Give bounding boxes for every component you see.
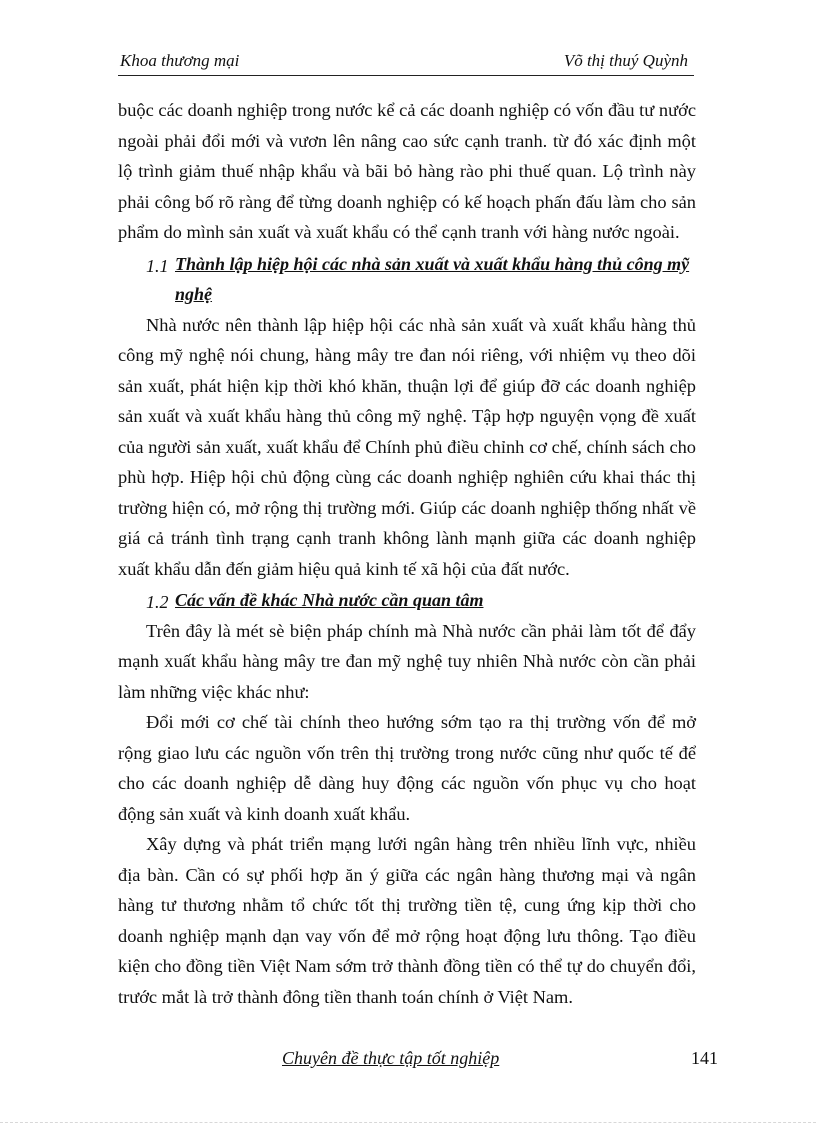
document-body xyxy=(118,95,696,1012)
paragraph-section-1-2-c: Xây dựng và phát triển mạng lưới ngân hàng trên nhiều lĩnh vực, nhiều địa bàn. Cần có sự phối hợp ăn ý giữa các ngân hàng thương mại và ngân hàng tư thương nhằm tổ chức tốt thị trường tiền tệ, cung ứng kịp thời cho doanh nghiệp mạnh dạn vay vốn để mở rộng hoạt động lưu thông. Tạo điều kiện cho đồng tiền Việt Nam sớm trở thành đồng tiền có thể tự do chuyển đổi, trước mắt là trở thành đông tiền thanh toán chính ở Việt Nam. xyxy=(118,834,696,1007)
section-number: 1.2 xyxy=(146,592,169,612)
section-number: 1.1 xyxy=(146,255,169,276)
page-number: 141 xyxy=(691,1048,718,1068)
section-title: Các vấn đề khác Nhà nước cần quan tâm xyxy=(175,590,484,610)
section-heading-1-2 xyxy=(118,585,696,616)
footer-title: Chuyên đề thực tập tốt nghiệp xyxy=(282,1048,500,1068)
section-title: Thành lập hiệp hội các nhà sản xuất và xuất khẩu hàng thủ công mỹ nghệ xyxy=(175,253,690,304)
section-heading-1-1 xyxy=(118,249,696,310)
paragraph-intro: buộc các doanh nghiệp trong nước kể cả các doanh nghiệp có vốn đầu tư nước ngoài phải đổi mới và vươn lên nâng cao sức cạnh tranh. từ đó xác định một lộ trình giảm thuế nhập khẩu và bãi bỏ hàng rào phi thuế quan. Lộ trình này phải công bố rõ ràng để từng doanh nghiệp có kế hoạch phấn đấu làm cho sản phẩm do mình sản xuất và xuất khẩu có thể cạnh tranh với hàng nước ngoài. xyxy=(118,100,696,242)
page-header xyxy=(118,49,694,76)
paragraph-section-1-2-a: Trên đây là mét sè biện pháp chính mà Nhà nước cần phải làm tốt để đẩy mạnh xuất khẩu hàng mây tre đan mỹ nghệ tuy nhiên Nhà nước còn cần phải làm những việc khác như: xyxy=(118,620,696,702)
header-author: Võ thị thuý Quỳnh xyxy=(563,51,688,70)
paragraph-section-1-1: Nhà nước nên thành lập hiệp hội các nhà sản xuất và xuất khẩu hàng thủ công mỹ nghệ nói chung, hàng mây tre đan nói riêng, với nhiệm vụ theo dõi sản xuất, phát hiện kịp thời khó khăn, thuận lợi để giúp đỡ các doanh nghiệp sản xuất và xuất khẩu hàng thủ công mỹ nghệ. Tập hợp nguyện vọng đề xuất của người sản xuất, xuất khẩu để Chính phủ điều chỉnh cơ chế, chính sách cho phù hợp. Hiệp hội chủ động cùng các doanh nghiệp nghiên cứu khai thác thị trường hiện có, mở rộng thị trường mới. Giúp các doanh nghiệp thống nhất về giá cả tránh tình trạng cạnh tranh không lành mạnh giữa các doanh nghiệp xuất khẩu dẫn đến giảm hiệu quả kinh tế xã hội của đất nước. xyxy=(118,314,696,579)
paragraph-section-1-2-b: Đổi mới cơ chế tài chính theo hướng sớm tạo ra thị trường vốn để mở rộng giao lưu các nguồn vốn trên thị trường trong nước cũng như quốc tế để cho các doanh nghiệp dễ dàng huy động các nguồn vốn phục vụ cho hoạt động sản xuất và kinh doanh xuất khẩu. xyxy=(118,712,696,824)
page-footer xyxy=(118,1048,718,1074)
header-faculty: Khoa thương mại xyxy=(120,51,240,70)
